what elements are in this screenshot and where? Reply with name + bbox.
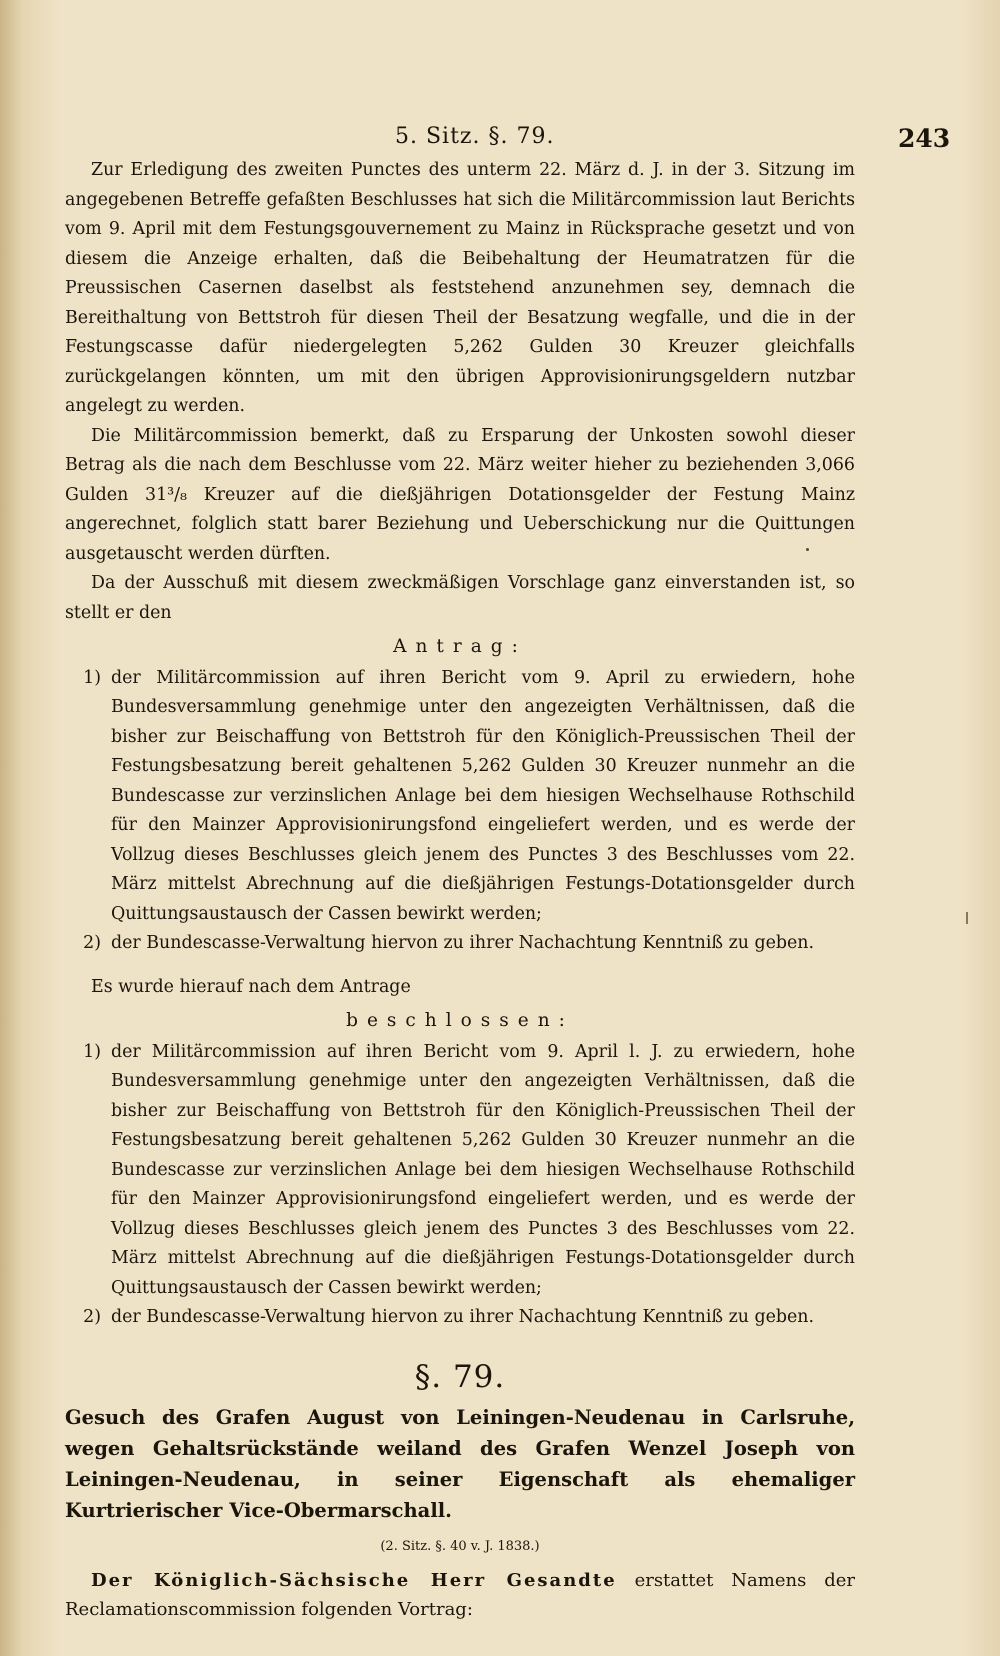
list-item (65, 929, 855, 959)
beschlossen-heading: beschlossen: (346, 1010, 574, 1031)
margin-mark (966, 912, 968, 924)
antrag-heading: Antrag: (393, 636, 527, 657)
item-number: 1) (83, 1041, 101, 1062)
item-text: der Bundescasse-Verwaltung hiervon zu ihrer Nachachtung Kenntniß zu geben. (111, 1307, 815, 1327)
list-item (65, 1038, 855, 1304)
page-number: 243 (898, 124, 951, 153)
section-reference: (2. Sitz. §. 40 v. J. 1838.) (380, 1539, 540, 1554)
section-title: Gesuch des Grafen August von Leiningen-Neudenau in Carlsruhe, wegen Gehaltsrückstände weiland des Grafen Wenzel Joseph von Leiningen-Neudenau, in seiner Eigenschaft als ehemaliger Kurtrierischer Vice-Obermarschall. (65, 1406, 855, 1522)
list-item (65, 1303, 855, 1333)
item-number: 1) (83, 667, 101, 688)
item-text: der Bundescasse-Verwaltung hiervon zu ihrer Nachachtung Kenntniß zu geben. (111, 933, 815, 953)
paragraph: Da der Ausschuß mit diesem zweckmäßigen Vorschlage ganz einverstanden ist, so stellt er den (65, 573, 855, 623)
intro-text: erstattet Namens der Reclamationscommission folgenden Vortrag: (65, 1569, 855, 1620)
item-text: der Militärcommission auf ihren Bericht vom 9. April zu erwiedern, hohe Bundesversammlung genehmige unter den angezeigten Verhältnissen, daß die bisher zur Beischaffung von Bettstroh für den Königlich-Preussischen Theil der Festungsbesatzung bereit gehaltenen 5,262 Gulden 30 Kreuzer nunmehr an die Bundescasse zur verzinslichen Anlage bei dem hiesigen Wechselhause Rothschild für den Mainzer Approvisionirungsfond eingeliefert werden, und es werde der Vollzug dieses Beschlusses gleich jenem des Punctes 3 des Beschlusses vom 22. März mittelst Abrechnung auf die dießjährigen Festungs-Dotationsgelder durch Quittungsaustausch der Cassen bewirkt werden; (111, 667, 855, 924)
resolution-intro: Es wurde hierauf nach dem Antrage (91, 976, 411, 997)
section-number: §. 79. (414, 1358, 506, 1395)
section-intro (65, 1566, 855, 1625)
item-text: der Militärcommission auf ihren Bericht vom 9. April l. J. zu erwiedern, hohe Bundesversammlung genehmige unter den angezeigten Verhältnissen, daß die bisher zur Beischaffung von Bettstroh für den Königlich-Preussischen Theil der Festungsbesatzung bereit gehaltenen 5,262 Gulden 30 Kreuzer nunmehr an die Bundescasse zur verzinslichen Anlage bei dem hiesigen Wechselhause Rothschild für den Mainzer Approvisionirungsfond eingeliefert werden, und es werde der Vollzug dieses Beschlusses gleich jenem des Punctes 3 des Beschlusses vom 22. März mittelst Abrechnung auf die dießjährigen Festungs-Dotationsgelder durch Quittungsaustausch der Cassen bewirkt werden; (111, 1041, 855, 1298)
running-head: 5. Sitz. §. 79. (395, 124, 555, 149)
item-number: 2) (83, 1307, 101, 1327)
list-item (65, 664, 855, 930)
beschlossen-list (65, 1038, 855, 1333)
paragraph: Die Militärcommission bemerkt, daß zu Ersparung der Unkosten sowohl dieser Betrag als die nach dem Beschlusse vom 22. März weiter hieher zu beziehenden 3,066 Gulden 31³/₈ Kreuzer auf die dießjährigen Dotationsgelder der Festung Mainz angerechnet, folglich statt barer Beziehung und Ueberschickung nur die Quittungen ausgetauscht werden dürften. (65, 425, 855, 564)
paragraph: Zur Erledigung des zweiten Punctes des unterm 22. März d. J. in der 3. Sitzung im angegebenen Betreffe gefaßten Beschlusses hat sich die Militärcommission laut Berichts vom 9. April mit dem Festungsgouvernement zu Mainz in Rücksprache gesetzt und von diesem die Anzeige erhalten, daß die Beibehaltung der Heumatratzen für die Preussischen Casernen daselbst als feststehend anzunehmen sey, demnach die Bereithaltung von Bettstroh für diesen Theil der Besatzung wegfalle, und die in der Festungscasse dafür niedergelegten 5,262 Gulden 30 Kreuzer gleichfalls zurückgelangen könnten, um mit den übrigen Approvisionirungsgeldern nutzbar angelegt zu werden. (65, 160, 855, 416)
speaker: Der Königlich-Sächsische Herr Gesandte (91, 1569, 617, 1591)
page-header (0, 124, 1000, 154)
document-body (65, 156, 855, 1625)
antrag-list (65, 664, 855, 959)
item-number: 2) (83, 933, 101, 953)
